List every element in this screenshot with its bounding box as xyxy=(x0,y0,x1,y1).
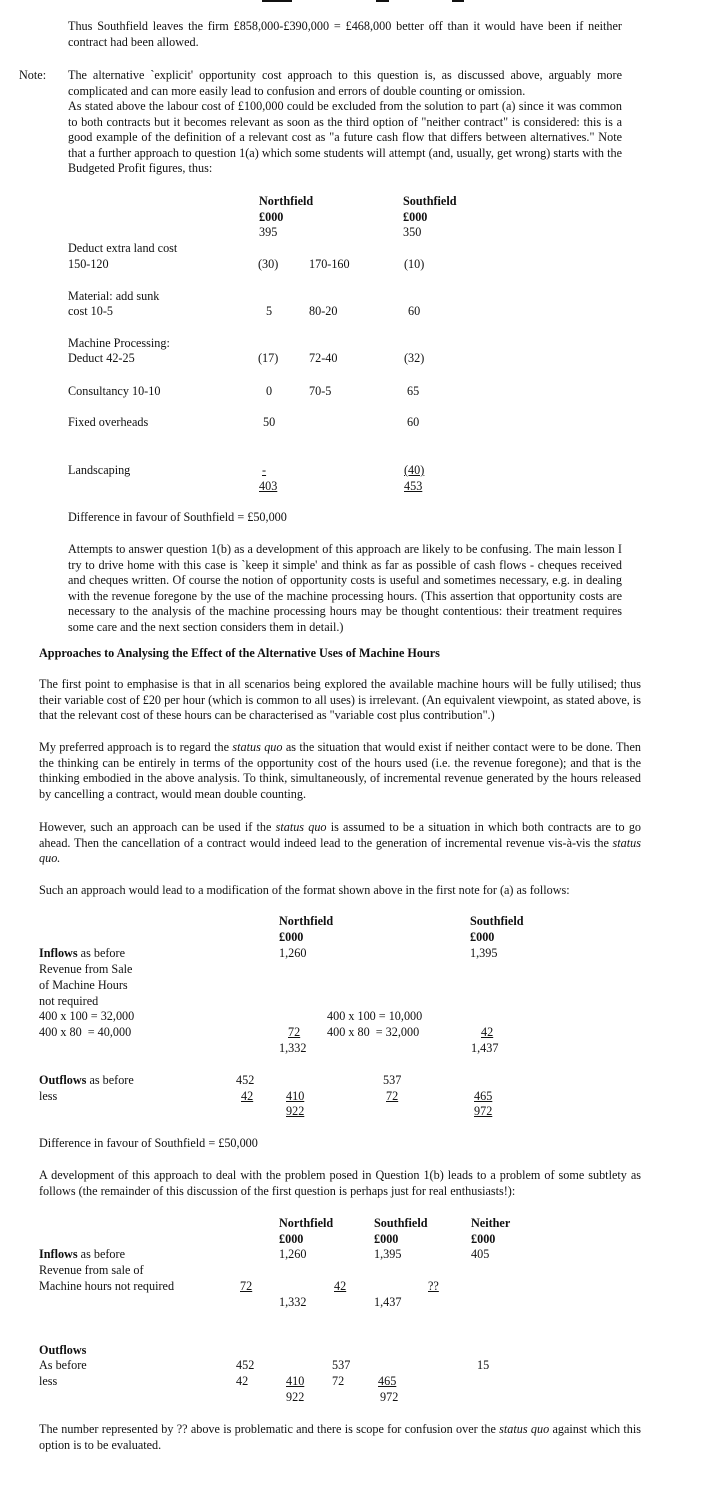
t2-inflows-label: Inflows as before xyxy=(39,946,125,960)
note-label: Note: xyxy=(19,68,47,82)
t1-row-middle: 70-5 xyxy=(309,384,332,398)
t2-calc-left: 400 x 100 = 32,000 xyxy=(39,1009,135,1023)
t3-add-south: 42 xyxy=(334,1279,347,1293)
t1-row-label: Deduct 42-25 xyxy=(68,351,135,365)
t3-col-southfield: Southfield xyxy=(374,1216,428,1230)
section-paragraph-2: My preferred approach is to regard the status quo as the situation that would exist if neither contact were to be done. Then the thinking can be entirely in terms of the opportunity cost of the hours used (i.e. the revenue foregone); and that is the thinking embodied in the above analysis. To think, simultaneously, of incremental revenue generated by the hours released by cancelling a contract, would mean double counting. xyxy=(39,740,641,801)
t1-col-southfield-unit: £000 xyxy=(403,210,428,224)
top-rule-right xyxy=(452,0,464,2)
t3-inflow-neither: 405 xyxy=(471,1247,490,1261)
section-paragraph-3: However, such an approach can be used if the status quo is assumed to be a situation in which both contracts are to go ahead. Then the cancellation of a contract would indeed lead to the generation of incremental revenue vis-à-vis the status quo. xyxy=(39,820,642,866)
t3-col-northfield-unit: £000 xyxy=(279,1232,304,1246)
t2-out-total-north: 922 xyxy=(286,1104,305,1118)
intro-paragraph: Thus Southfield leaves the firm £858,000-£390,000 = £468,000 better off than it would have been if neither contract had been allowed. xyxy=(68,19,622,49)
t1-row-north: (17) xyxy=(258,351,279,365)
t1-total-south: 453 xyxy=(404,479,423,493)
t2-col-northfield: Northfield xyxy=(279,914,334,928)
t3-outflows-label: Outflows xyxy=(39,1343,87,1357)
t3-less-label: less xyxy=(39,1374,58,1388)
t1-row-label: Material: add sunk xyxy=(68,289,160,303)
t1-row-middle: 72-40 xyxy=(309,351,338,365)
t2-calc-right: 400 x 80 = 32,000 xyxy=(327,1025,420,1039)
t1-row-south: 60 xyxy=(407,415,420,429)
t2-inflow-south: 1,395 xyxy=(470,946,498,960)
t1-row-north: 0 xyxy=(266,384,273,398)
t3-out-south: 537 xyxy=(332,1358,351,1372)
t2-add-north: 72 xyxy=(288,1025,301,1039)
note-paragraph-1: The alternative `explicit' opportunity cost approach to this question is, as discussed above, arguably more complicated and can more easily lead to confusion and errors of double counting or omission. xyxy=(68,68,622,98)
t2-col-northfield-unit: £000 xyxy=(279,930,304,944)
t1-row-south: 65 xyxy=(407,384,420,398)
t1-col-northfield: Northfield xyxy=(259,194,314,208)
t3-add-north: 72 xyxy=(240,1279,253,1293)
t1-row-middle: 170-160 xyxy=(309,257,350,271)
t3-revenue-line: Machine hours not required xyxy=(39,1279,175,1293)
t2-out-north: 452 xyxy=(236,1073,255,1087)
t2-add-south: 42 xyxy=(481,1025,494,1039)
final-paragraph: The number represented by ?? above is problematic and there is scope for confusion over the status quo against which this option is to be evaluated. xyxy=(39,1422,642,1452)
t2-out-total-south: 972 xyxy=(474,1104,493,1118)
t2-revenue-line: Revenue from Sale xyxy=(39,962,133,976)
t1-row-label: 150-120 xyxy=(68,257,109,271)
t1-row-label: Fixed overheads xyxy=(68,415,149,429)
t1-col-northfield-unit: £000 xyxy=(259,210,284,224)
t3-col-neither-unit: £000 xyxy=(471,1232,496,1246)
t2-difference: Difference in favour of Southfield = £50,000 xyxy=(39,1136,258,1150)
t2-out-total-south: 465 xyxy=(474,1089,493,1103)
t2-revenue-line: of Machine Hours xyxy=(39,978,128,992)
t3-out-south: 72 xyxy=(332,1374,345,1388)
t1-row-north: 5 xyxy=(266,304,273,318)
t3-out-north: 42 xyxy=(236,1374,249,1388)
t3-subtotal-north: 1,332 xyxy=(279,1295,307,1309)
t3-out-total-north: 410 xyxy=(286,1374,305,1388)
t2-col-southfield-unit: £000 xyxy=(470,930,495,944)
section-heading: Approaches to Analysing the Effect of the Alternative Uses of Machine Hours xyxy=(39,646,440,660)
development-paragraph: A development of this approach to deal with the problem posed in Question 1(b) leads to a problem of some subtlety as follows (the remainder of this discussion of the first question is perhaps just for real enthusiasts!): xyxy=(39,1168,641,1198)
t1-row-south: (32) xyxy=(404,351,425,365)
t1-row-north: 50 xyxy=(263,415,276,429)
t3-as-before-label: As before xyxy=(39,1358,87,1372)
t3-out-north: 452 xyxy=(236,1358,255,1372)
t1-row-label: Landscaping xyxy=(68,463,131,477)
note-paragraph-2: As stated above the labour cost of £100,000 could be excluded from the solution to part (a) since it was common to both contracts but it becomes relevant as soon as the third option of "neither contract" is considered: this is a good example of the definition of a relevant cost as "a future cash flow that differs between alternatives." Note that a further approach to question 1(a) which some students will attempt (and, usually, get wrong) starts with the Budgeted Profit figures, thus: xyxy=(68,99,622,176)
t1-col-southfield: Southfield xyxy=(403,194,457,208)
t3-col-southfield-unit: £000 xyxy=(374,1232,399,1246)
t1-row-north: - xyxy=(262,463,267,477)
t3-revenue-line: Revenue from sale of xyxy=(39,1263,144,1277)
t1-row-label: Deduct extra land cost xyxy=(68,241,178,255)
t2-out-north: 42 xyxy=(241,1089,254,1103)
section-paragraph-1: The first point to emphasise is that in all scenarios being explored the available machine hours will be fully utilised; thus their variable cost of £20 per hour (which is common to all uses) is irrelevant. (An equivalent viewpoint, as stated above, is that the relevant cost of these hours can be characterised as "variable cost plus contribution".) xyxy=(39,677,641,723)
t2-out-total-north: 410 xyxy=(286,1089,305,1103)
t2-subtotal-north: 1,332 xyxy=(279,1041,307,1055)
t2-less-label: less xyxy=(39,1089,58,1103)
t2-out-south: 537 xyxy=(383,1073,402,1087)
t3-inflows-label: Inflows as before xyxy=(39,1247,125,1261)
t3-inflow-north: 1,260 xyxy=(279,1247,307,1261)
t2-outflows-label: Outflows as before xyxy=(39,1073,134,1087)
t2-revenue-line: not required xyxy=(39,994,99,1008)
t3-inflow-south: 1,395 xyxy=(374,1247,402,1261)
t2-calc-right: 400 x 100 = 10,000 xyxy=(327,1009,423,1023)
attempts-paragraph: Attempts to answer question 1(b) as a development of this approach are likely to be confusing. The main lesson I try to drive home with this case is `keep it simple' and think as far as possible of cash flows - cheques received and cheques written. Of course the notion of opportunity costs is useful and sometimes necessary, e.g. in dealing with the revenue foregone by the use of the machine processing hours. (This assertion that opportunity costs are necessary to the analysis of the machine processing hours may be thought contentious: their treatment requires some care and the next section considers them in detail.) xyxy=(68,542,622,634)
t2-col-southfield: Southfield xyxy=(470,914,524,928)
t2-inflow-north: 1,260 xyxy=(279,946,307,960)
t3-col-northfield: Northfield xyxy=(279,1216,334,1230)
t2-calc-left: 400 x 80 = 40,000 xyxy=(39,1025,132,1039)
t3-out-total-north: 922 xyxy=(286,1390,305,1404)
t1-row-label: cost 10-5 xyxy=(68,304,114,318)
section-paragraph-4: Such an approach would lead to a modification of the format shown above in the first note for (a) as follows: xyxy=(39,883,570,897)
t3-col-neither: Neither xyxy=(471,1216,511,1230)
t1-row-south: (10) xyxy=(404,257,425,271)
t2-out-south: 72 xyxy=(386,1089,399,1103)
t1-north-start: 395 xyxy=(259,225,278,239)
t1-row-middle: 80-20 xyxy=(309,304,338,318)
t1-row-south: 60 xyxy=(408,304,421,318)
t1-row-label: Consultancy 10-10 xyxy=(68,384,161,398)
t3-out-total-south: 972 xyxy=(380,1390,399,1404)
top-rule-middle xyxy=(376,0,389,2)
t1-row-north: (30) xyxy=(258,257,279,271)
t1-difference: Difference in favour of Southfield = £50,000 xyxy=(68,510,287,524)
t1-south-start: 350 xyxy=(403,225,422,239)
top-rule-left xyxy=(262,0,292,2)
t1-row-south: (40) xyxy=(404,463,425,477)
t3-out-total-south: 465 xyxy=(378,1374,397,1388)
t3-add-neither: ?? xyxy=(428,1279,439,1293)
t1-row-label: Machine Processing: xyxy=(68,336,170,350)
t3-subtotal-south: 1,437 xyxy=(374,1295,402,1309)
t2-subtotal-south: 1,437 xyxy=(471,1041,499,1055)
t1-total-north: 403 xyxy=(259,479,278,493)
t3-neither-out: 15 xyxy=(477,1358,490,1372)
